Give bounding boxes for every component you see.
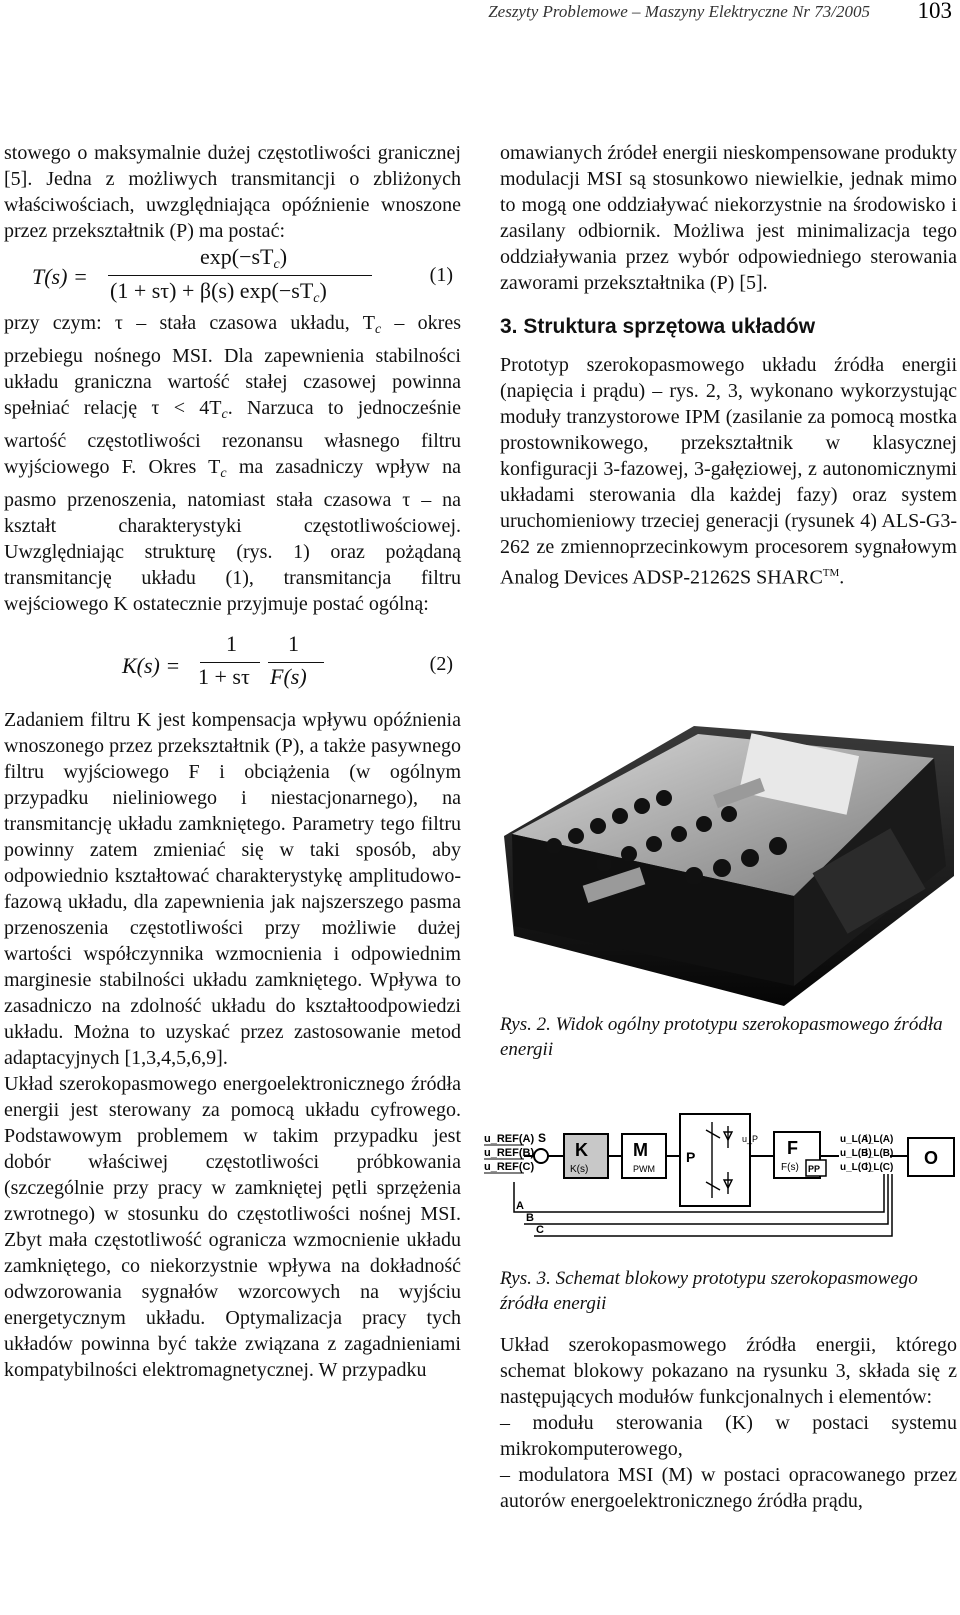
output-i-a: i_L(A) xyxy=(865,1134,894,1145)
equation-2-lhs: K(s) = xyxy=(122,653,181,678)
summer-label: S xyxy=(538,1131,547,1145)
section-heading: 3. Struktura sprzętowa układów xyxy=(500,315,816,338)
block-m-sub: PWM xyxy=(633,1164,655,1174)
equation-2-frac1-num: 1 xyxy=(226,631,237,656)
block-o-label: O xyxy=(924,1148,939,1168)
block-pp-label: PP xyxy=(808,1164,821,1174)
paragraph-definitions: przy czym: τ – stała czasowa układu, $T_c$ – okres przebiegu nośnego MSI. Dla zapewnienia stabilności układu graniczna wartość stałej czasowej powinna spełniać relację $\tau < 4T_c$. Narzuca to jednocześnie wartość częstotliwości rezonansu własnego filtru wyjściowego F. Okres $T_c$ ma zasadniczy wpływ na pasmo przenoszenia, natomiast stała czasowa τ – na kształt charakterystyki częstotliwościowej. Uwzględniając strukturę (rys. 1) oraz pożądaną transmitancję układu (1), transmitancja filtru wejściowego K ostatecznie przyjmuje postać ogólną: xyxy=(4,312,462,615)
block-k-label: K xyxy=(575,1140,588,1160)
output-i-c: i_L(C) xyxy=(865,1162,894,1173)
output-i-b: i_L(B) xyxy=(865,1148,894,1159)
paragraph-filter-task: Zadaniem filtru K jest kompensacja wpływu opóźnienia wnoszonego przez przekształtnik (P), a także pasywnego filtru wyjściowego F i obciążenia (w ogólnym przypadku nieliniowego i niestacjonarnego), na transmitancję układu zamkniętego. Parametry tego filtru powinny zatem zmieniać się w taki sposób, aby odpowiednio kształtować charakterystykę amplitudowo-fazową układu, dla zapewnienia jak najszerszego pasma przenoszenia częstotliwości przy możliwie dużej wartości współczynnika wzmocnienia i odpowiednim marginesie stabilności układu zamkniętego. Wpływa to zasadniczo na zdolność układu do kształtoodpowiedzi układu. Można to uzyskać przez zastosowanie metod adaptacyjnych [1,3,4,5,6,9]. xyxy=(4,709,461,1069)
equation-1-numerator: $\exp(-sT_c)$ xyxy=(200,244,288,272)
equation-1-denominator: (1 + sτ) + β(s) $\exp(-sT_c)$ xyxy=(110,278,327,306)
phase-a-label: A xyxy=(516,1200,524,1212)
equation-2-frac1-den: 1 + sτ xyxy=(198,664,250,689)
phase-c-label: C xyxy=(536,1224,544,1236)
equation-2 xyxy=(4,631,461,697)
paragraph-prototype: Prototyp szerokopasmowego układu źródła energii (napięcia i prądu) – rys. 2, 3, wykonano wykorzystując moduły tranzystorowe IPM (zasilanie za pomocą mostka prostownikowego, przekształtnik w klasycznej konfiguracji 3-fazowej, 3-gałęziowej, z autonomicznymi układami sterowania dla każdej fazy) oraz system uruchomieniowy trzeciej generacji (rysunek 4) ALS-G3-262 ze zmiennoprzecinkowym procesorem sygnałowym Analog Devices ADSP-21262S SHARC™. xyxy=(500,354,957,589)
list-item-control-module: – modułu sterowania (K) w postaci systemu mikrokomputerowego, xyxy=(500,1412,957,1460)
equation-1-number: (1) xyxy=(429,264,453,286)
block-f-label: F xyxy=(787,1138,798,1158)
signal-up-label: u_P xyxy=(742,1134,759,1144)
input-ref-a: u_REF(A) xyxy=(484,1133,535,1145)
journal-title: Zeszyty Problemowe – Maszyny Elektryczne Nr 73/2005 xyxy=(488,2,870,21)
paragraph-modulation-products: omawianych źródeł energii nieskompensowane produkty modulacji MSI są stosunkowo niewielkie, jednak mimo to mogą one oddziaływać niekorzystnie na środowisko i zasilany odbiornik. Możliwa jest minimalizacja tego oddziaływania przez wybór odpowiedniego sterowania zaworami przekształtnika (P) [5]. xyxy=(500,142,957,294)
input-ref-c: u_REF(C) xyxy=(484,1161,535,1173)
prototype-photo xyxy=(494,686,956,1008)
right-column-bottom xyxy=(500,1266,957,1514)
list-item-modulator: – modulatora MSI (M) w postaci opracowanego przez autorów energoelektronicznego źródła prądu, xyxy=(500,1464,957,1512)
right-column-lower xyxy=(500,1012,957,1062)
block-diagram xyxy=(484,1112,959,1252)
block-m-label: M xyxy=(633,1140,648,1160)
paragraph-modules-intro: Układ szerokopasmowego źródła energii, którego schemat blokowy pokazano na rysunku 3, składa się z następujących modułów funkcjonalnych i elementów: xyxy=(500,1334,957,1408)
paragraph-digital-control: Układ szerokopasmowego energoelektronicznego źródła energii jest sterowany za pomocą układu cyfrowego. Podstawowym problemem w takim przypadku jest dobór właściwej częstotliwości próbkowania (szczególnie przy pracy w zamkniętej pętli sprzężenia zwrotnego) w stosunku do częstotliwości nośnej MSI. Zbyt mała częstotliwość ogranicza wzmocnienie układu zamkniętego, co niekorzystnie wpływa na dokładność odwzorowania sygnałów wzorcowych na wyjściu energetycznym układu. Optymalizacja pracy tych układów powinna być także związana z zagadnieniami kompatybilności elektromagnetycznej. W przypadku xyxy=(4,1073,461,1381)
equation-2-fraction-bar-1 xyxy=(200,662,260,663)
page-number: 103 xyxy=(917,0,952,23)
equation-1-fraction-bar xyxy=(108,275,372,276)
equation-2-number: (2) xyxy=(429,653,453,675)
paragraph-intro: stowego o maksymalnie dużej częstotliwości granicznej [5]. Jedna z możliwych transmitancji o zbliżonych właściwościach, uwzględniająca opóźnienie wnoszone przez przekształtnik (P) ma postać: xyxy=(4,142,461,242)
equation-2-fraction-bar-2 xyxy=(268,662,324,663)
block-p-label: P xyxy=(686,1149,696,1165)
figure-3-caption: Rys. 3. Schemat blokowy prototypu szerokopasmowego źródła energii xyxy=(500,1268,918,1314)
figure-2-caption: Rys. 2. Widok ogólny prototypu szerokopasmowego źródła energii xyxy=(500,1014,943,1060)
equation-2-frac2-num: 1 xyxy=(288,631,299,656)
equation-1 xyxy=(4,244,461,310)
output-u-c: u_L(C) xyxy=(840,1162,872,1173)
block-f-sub: F(s) xyxy=(781,1162,799,1173)
output-u-a: u_L(A) xyxy=(840,1134,872,1145)
block-k-sub: K(s) xyxy=(570,1164,589,1175)
output-u-b: u_L(B) xyxy=(840,1148,872,1159)
page-header xyxy=(0,0,960,34)
phase-b-label: B xyxy=(526,1212,534,1224)
equation-1-lhs: T(s) = xyxy=(32,264,88,289)
left-column xyxy=(4,140,461,1383)
right-column xyxy=(500,140,957,591)
input-ref-b: u_REF(B) xyxy=(484,1147,535,1159)
equation-2-frac2-den: F(s) xyxy=(270,664,307,689)
